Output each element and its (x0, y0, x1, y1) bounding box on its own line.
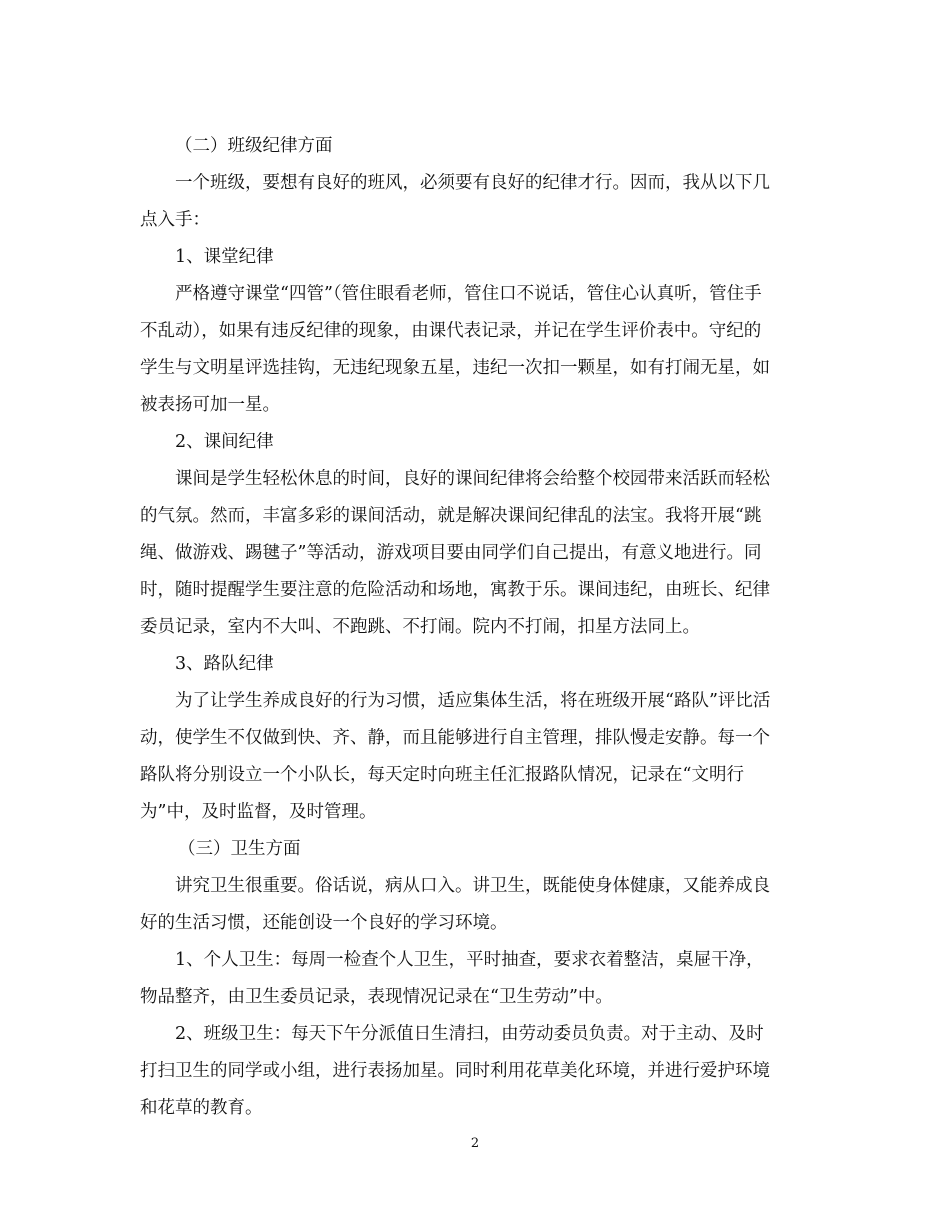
text-line: 点入手： (140, 210, 210, 230)
page-number: 2 (470, 1136, 480, 1151)
text-line: 动，使学生不仅做到快、齐、静，而且能够进行自主管理，排队慢走安静。每一个 (140, 728, 770, 748)
text-line: 好的生活习惯，还能创设一个良好的学习环境。 (140, 913, 508, 933)
text-line: 时，随时提醒学生要注意的危险活动和场地，寓教于乐。课间违纪，由班长、纪律 (140, 580, 770, 600)
text-line: 和花草的教育。 (140, 1098, 263, 1118)
text-line: 课间是学生轻松休息的时间，良好的课间纪律将会给整个校园带来活跃而轻松 (175, 469, 770, 489)
text-line: 委员记录，室内不大叫、不跑跳、不打闹。院内不打闹，扣星方法同上。 (140, 617, 700, 637)
text-line: 2、班级卫生：每天下午分派值日生清扫，由劳动委员负责。对于主动、及时 (175, 1024, 764, 1044)
text-line: 打扫卫生的同学或小组，进行表扬加星。同时利用花草美化环境，并进行爱护环境 (140, 1061, 770, 1081)
text-line: 的气氛。然而，丰富多彩的课间活动，就是解决课间纪律乱的法宝。我将开展“跳 (140, 506, 762, 526)
text-line: 绳、做游戏、踢毽子”等活动，游戏项目要由同学们自己提出，有意义地进行。同 (140, 543, 762, 563)
text-line: 3、路队纪律 (175, 654, 274, 674)
text-line: 1、课堂纪律 (175, 247, 274, 267)
text-line: 严格遵守课堂“四管”（管住眼看老师，管住口不说话，管住心认真听，管住手 (175, 284, 762, 304)
text-line: 一个班级，要想有良好的班风，必须要有良好的纪律才行。因而，我从以下几 (175, 173, 770, 193)
text-line: 为”中，及时监督，及时管理。 (140, 802, 377, 822)
text-line: 1、个人卫生：每周一检查个人卫生，平时抽查，要求衣着整洁，桌屉干净， (175, 950, 764, 970)
text-line: （三）卫生方面 (178, 839, 301, 859)
text-line: （二）班级纪律方面 (175, 136, 333, 156)
text-line: 不乱动），如果有违反纪律的现象，由课代表记录，并记在学生评价表中。守纪的 (140, 321, 762, 341)
text-line: 为了让学生养成良好的行为习惯，适应集体生活，将在班级开展“路队”评比活 (175, 691, 771, 711)
text-line: 2、课间纪律 (175, 432, 274, 452)
text-line: 讲究卫生很重要。俗话说，病从口入。讲卫生，既能使身体健康，又能养成良 (175, 876, 770, 896)
text-line: 路队将分别设立一个小队长，每天定时向班主任汇报路队情况，记录在“文明行 (140, 765, 744, 785)
text-line: 物品整齐，由卫生委员记录，表现情况记录在“卫生劳动”中。 (140, 987, 613, 1007)
text-line: 被表扬可加一星。 (140, 395, 280, 415)
text-line: 学生与文明星评选挂钩，无违纪现象五星，违纪一次扣一颗星，如有打闹无星，如 (140, 358, 770, 378)
document-body (140, 128, 812, 1127)
